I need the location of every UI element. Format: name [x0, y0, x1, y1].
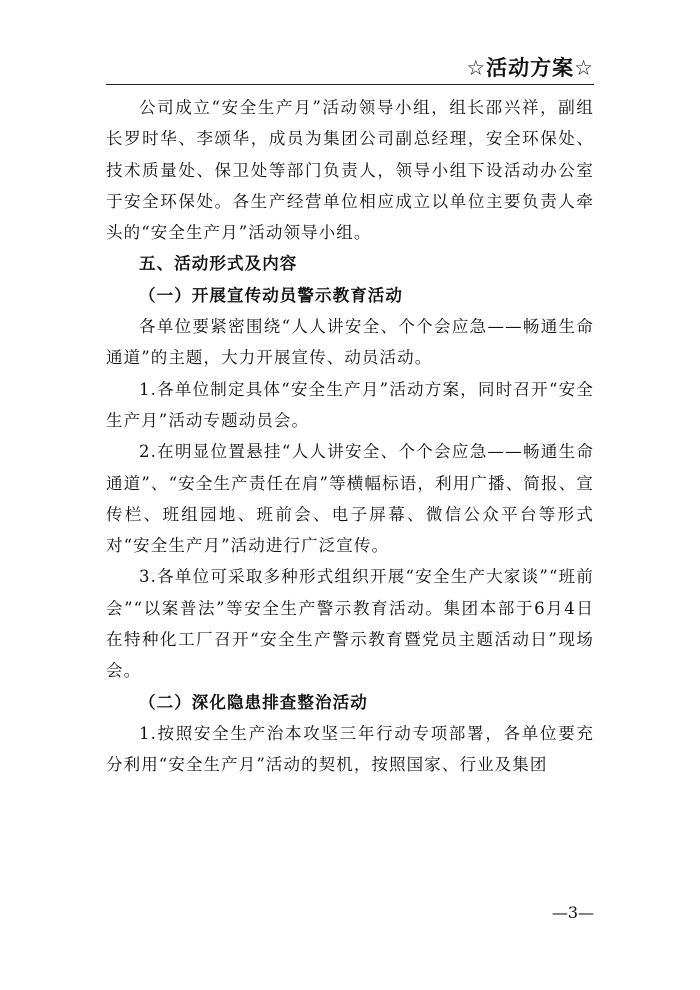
page-number: —3— [551, 903, 594, 922]
paragraph-leadership-group: 公司成立“安全生产月”活动领导小组，组长邵兴祥，副组长罗时华、李颂华，成员为集团公司副总经理，安全环保处、技术质量处、保卫处等部门负责人，领导小组下设活动办公室于安全环保处。各生产经营单位相应成立以单位主要负责人牵头的“安全生产月”活动领导小组。 [106, 98, 594, 243]
list-item-warning-education: 3.各单位可采取多种形式组织开展“安全生产大家谈”“班前会”“以案普法”等安全生产警示教育活动。集团本部于6月4日在特种化工厂召开“安全生产警示教育暨党员主题活动日”现场会。 [106, 567, 594, 681]
document-header-title: ☆活动方案☆ [466, 56, 594, 80]
paragraph-theme: 各单位要紧密围绕“人人讲安全、个个会应急——畅通生命通道”的主题，大力开展宣传、动员活动。 [106, 317, 594, 368]
list-item-plan-meeting: 1.各单位制定具体“安全生产月”活动方案，同时召开“安全生产月”活动专题动员会。 [106, 379, 594, 430]
subsection-heading-publicity: （一）开展宣传动员警示教育活动 [139, 285, 403, 305]
list-item-banners-publicity: 2.在明显位置悬挂“人人讲安全、个个会应急——畅通生命通道”、“安全生产责任在肩”等横幅标语，利用广播、简报、宣传栏、班组园地、班前会、电子屏幕、微信公众平台等形式对“安全生产月”活动进行广泛宣传。 [106, 442, 594, 556]
section-heading-activity-forms: 五、活动形式及内容 [139, 254, 298, 274]
header-divider [106, 84, 594, 85]
document-body [106, 92, 594, 781]
subsection-heading-hazard-inspection: （二）深化隐患排查整治活动 [139, 692, 368, 712]
list-item-three-year-action: 1.按照安全生产治本攻坚三年行动专项部署，各单位要充分利用“安全生产月”活动的契机，按照国家、行业及集团 [106, 723, 594, 775]
